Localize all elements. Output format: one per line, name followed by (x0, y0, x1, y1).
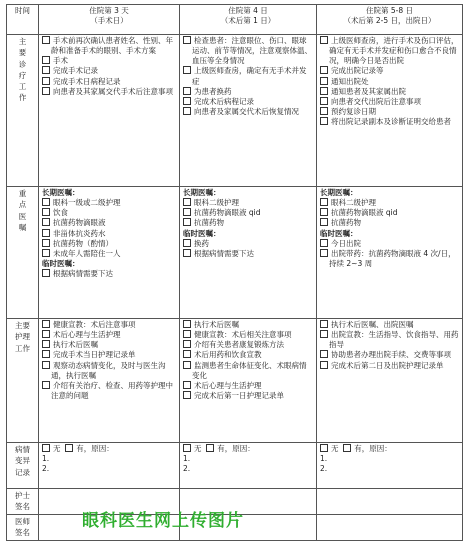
temporary-orders-heading: 临时医嘱： (183, 228, 221, 238)
checkbox[interactable] (320, 87, 328, 95)
checklist-item: 将出院记录副本及诊断证明交给患者 (320, 117, 459, 127)
variance-day5-8 (317, 443, 463, 489)
checklist-item: 向患者及家属交代术后恢复情况 (183, 107, 313, 117)
checkbox[interactable] (183, 208, 191, 216)
key-orders-day5-8 (317, 187, 463, 319)
checkbox[interactable] (42, 218, 50, 226)
checkbox[interactable] (320, 107, 328, 115)
doctor-sign-day5-8[interactable] (317, 515, 463, 541)
key-orders-day4 (180, 187, 317, 319)
watermark: 眼科医生网上传图片 (82, 511, 244, 531)
checkbox[interactable] (320, 117, 328, 125)
clinical-pathway-document (6, 4, 463, 541)
variance-line-1[interactable]: 1. (42, 454, 50, 464)
checkbox-yes[interactable] (206, 444, 214, 452)
checklist-item: 预约复诊日期 (320, 107, 459, 117)
checkbox[interactable] (42, 36, 50, 44)
checklist-item: 向患者及其家属交代手术后注意事项 (42, 87, 176, 97)
temporary-orders-heading: 临时医嘱： (320, 228, 358, 238)
checklist-item: 向患者交代出院后注意事项 (320, 97, 459, 107)
checklist-item: 非甾体抗炎药水 (42, 229, 176, 239)
checkbox[interactable] (42, 350, 50, 358)
nursing-day5-8 (317, 319, 463, 443)
checklist-item: 抗菌药物滴眼液 (42, 218, 176, 228)
long-term-orders-heading: 长期医嘱： (42, 188, 80, 197)
variance-options: 无 有，原因： (320, 444, 459, 454)
checkbox[interactable] (42, 66, 50, 74)
main-work-day3 (39, 35, 180, 187)
checklist-item: 抗菌药物滴眼液 qid (183, 208, 313, 218)
long-term-orders-heading: 长期医嘱： (320, 188, 358, 197)
nurse-sign-label: 护士 签名 (7, 489, 39, 515)
checklist-item: 眼科一级或二级护理 (42, 198, 176, 208)
variance-options: 无 有，原因： (183, 444, 313, 454)
key-orders-row (7, 187, 463, 319)
nursing-row (7, 319, 463, 443)
nurse-sign-day5-8[interactable] (317, 489, 463, 515)
checkbox[interactable] (183, 36, 191, 44)
checklist-item: 完成手术日病程记录 (42, 77, 176, 87)
checklist-item: 通知出院处 (320, 77, 459, 87)
main-work-label: 主 要 诊 疗 工 作 (7, 35, 39, 187)
checkbox[interactable] (42, 208, 50, 216)
temporary-orders-heading: 临时医嘱： (42, 258, 80, 268)
checkbox[interactable] (320, 330, 328, 338)
checkbox[interactable] (320, 66, 328, 74)
checkbox[interactable] (183, 87, 191, 95)
checklist-item: 根据病情需要下达 (42, 269, 176, 279)
checkbox[interactable] (42, 87, 50, 95)
checkbox[interactable] (42, 249, 50, 257)
checkbox-yes[interactable] (343, 444, 351, 452)
checkbox[interactable] (183, 198, 191, 206)
checkbox[interactable] (320, 320, 328, 328)
checklist-item: 术后用药和饮食宣教 (183, 350, 313, 360)
checklist-item: 手术 (42, 56, 176, 66)
main-work-day4 (180, 35, 317, 187)
key-orders-label: 重 点 医 嘱 (7, 187, 39, 319)
checkbox[interactable] (183, 381, 191, 389)
checklist-item: 为患者换药 (183, 87, 313, 97)
checklist-item: 抗菌药物 (183, 218, 313, 228)
variance-line-2[interactable]: 2. (183, 464, 191, 474)
checklist-item: 执行术后医嘱 (42, 340, 176, 350)
variance-line-2[interactable]: 2. (320, 464, 328, 474)
checklist-item: 换药 (183, 239, 313, 249)
checkbox[interactable] (183, 218, 191, 226)
checklist-item: 完成术后第一日护理记录单 (183, 391, 313, 401)
variance-options: 无 有，原因： (42, 444, 176, 454)
checkbox[interactable] (320, 218, 328, 226)
checklist-item: 抗菌药物滴眼液 qid (320, 208, 459, 218)
variance-line-2[interactable]: 2. (42, 464, 50, 474)
checkbox[interactable] (320, 249, 328, 257)
checklist-item: 上级医师查房，确定有无手术并发症 (183, 66, 313, 86)
checkbox[interactable] (42, 56, 50, 64)
checklist-item: 检查患者：注意眼位、伤口、眼球运动、前节等情况，注意观察体温、血压等全身情况 (183, 36, 313, 66)
variance-row (7, 443, 463, 489)
checkbox[interactable] (320, 208, 328, 216)
checkbox[interactable] (183, 320, 191, 328)
checkbox[interactable] (183, 361, 191, 369)
checkbox[interactable] (183, 66, 191, 74)
checklist-item: 介绍有关治疗、检查、用药等护理中注意的问题 (42, 381, 176, 401)
checklist-item: 完成术后病程记录 (183, 97, 313, 107)
variance-label: 病情 变异 记录 (7, 443, 39, 489)
nursing-day3 (39, 319, 180, 443)
variance-day3 (39, 443, 180, 489)
checklist-item: 眼科二级护理 (320, 198, 459, 208)
checklist-item: 眼科二级护理 (183, 198, 313, 208)
checklist-item: 今日出院 (320, 239, 459, 249)
time-label: 时间 (7, 5, 39, 35)
checklist-item: 执行术后医嘱、出院医嘱 (320, 320, 459, 330)
main-work-day5-8 (317, 35, 463, 187)
checkbox[interactable] (42, 361, 50, 369)
checkbox[interactable] (320, 97, 328, 105)
checkbox[interactable] (42, 330, 50, 338)
checkbox[interactable] (183, 340, 191, 348)
nursing-label: 主要 护理 工作 (7, 319, 39, 443)
checklist-item: 完成手术记录 (42, 66, 176, 76)
checkbox[interactable] (42, 340, 50, 348)
checkbox[interactable] (320, 239, 328, 247)
checkbox[interactable] (42, 269, 50, 277)
checklist-item: 观察动态病情变化，及时与医生沟通，执行医嘱 (42, 361, 176, 381)
checkbox[interactable] (183, 239, 191, 247)
checklist-item: 出院带药：抗菌药物滴眼液 4 次/日，持续 2~3 周 (320, 249, 459, 269)
checkbox-none[interactable] (183, 444, 191, 452)
checklist-item: 饮食 (42, 208, 176, 218)
key-orders-day3 (39, 187, 180, 319)
checklist-item: 根据病情需要下达 (183, 249, 313, 259)
checklist-item: 未成年人需陪住一人 (42, 249, 176, 259)
checklist-item: 完成出院记录等 (320, 66, 459, 76)
checkbox[interactable] (42, 381, 50, 389)
main-work-row (7, 35, 463, 187)
checklist-item: 健康宣教：术后注意事项 (42, 320, 176, 330)
variance-day4 (180, 443, 317, 489)
checkbox[interactable] (42, 320, 50, 328)
checklist-item: 术后心理与生活护理 (42, 330, 176, 340)
checklist-item: 完成术后第二日及出院护理记录单 (320, 361, 459, 371)
checkbox[interactable] (42, 239, 50, 247)
checklist-item: 出院宣教：生活指导、饮食指导、用药指导 (320, 330, 459, 350)
checkbox[interactable] (183, 391, 191, 399)
doctor-sign-label: 医师 签名 (7, 515, 39, 541)
checklist-item: 通知患者及其家属出院 (320, 87, 459, 97)
checkbox-none[interactable] (42, 444, 50, 452)
checklist-item: 执行术后医嘱 (183, 320, 313, 330)
checklist-item: 手术前再次确认患者姓名、性别、年龄和准备手术的眼别、手术方案 (42, 36, 176, 56)
checkbox[interactable] (320, 361, 328, 369)
checkbox[interactable] (42, 77, 50, 85)
long-term-orders-heading: 长期医嘱： (183, 188, 221, 197)
checklist-item: 术后心理与生活护理 (183, 381, 313, 391)
variance-line-1[interactable]: 1. (183, 454, 191, 464)
variance-line-1[interactable]: 1. (320, 454, 328, 464)
checklist-item: 抗菌药物 (320, 218, 459, 228)
checkbox[interactable] (42, 198, 50, 206)
checklist-item: 完成手术当日护理记录单 (42, 350, 176, 360)
nursing-day4 (180, 319, 317, 443)
header-row (7, 5, 463, 35)
checklist-item: 监测患者生命体征变化、术眼病情变化 (183, 361, 313, 381)
checkbox-yes[interactable] (65, 444, 73, 452)
checklist-item: 上级医师查房，进行手术及伤口评估，确定有无手术并发症和伤口愈合不良情况，明确今日是否出院 (320, 36, 459, 66)
checkbox[interactable] (320, 36, 328, 44)
checkbox[interactable] (183, 97, 191, 105)
checkbox[interactable] (183, 249, 191, 257)
clinical-pathway-table (6, 4, 463, 541)
checkbox[interactable] (183, 107, 191, 115)
checklist-item: 健康宣教：术后相关注意事项 (183, 330, 313, 340)
checkbox[interactable] (320, 350, 328, 358)
checklist-item: 介绍有关患者康复锻炼方法 (183, 340, 313, 350)
checkbox[interactable] (320, 198, 328, 206)
col-day3-header: 住院第 3 天 （手术日） (39, 5, 180, 35)
checklist-item: 协助患者办理出院手续、交费等事项 (320, 350, 459, 360)
col-day4-header: 住院第 4 日 （术后第 1 日） (180, 5, 317, 35)
col-day5-8-header: 住院第 5-8 日 （术后第 2-5 日，出院日） (317, 5, 463, 35)
checkbox[interactable] (42, 229, 50, 237)
checkbox[interactable] (320, 77, 328, 85)
checkbox-none[interactable] (320, 444, 328, 452)
checklist-item: 抗菌药物（酌情） (42, 239, 176, 249)
checkbox[interactable] (183, 330, 191, 338)
checkbox[interactable] (183, 350, 191, 358)
